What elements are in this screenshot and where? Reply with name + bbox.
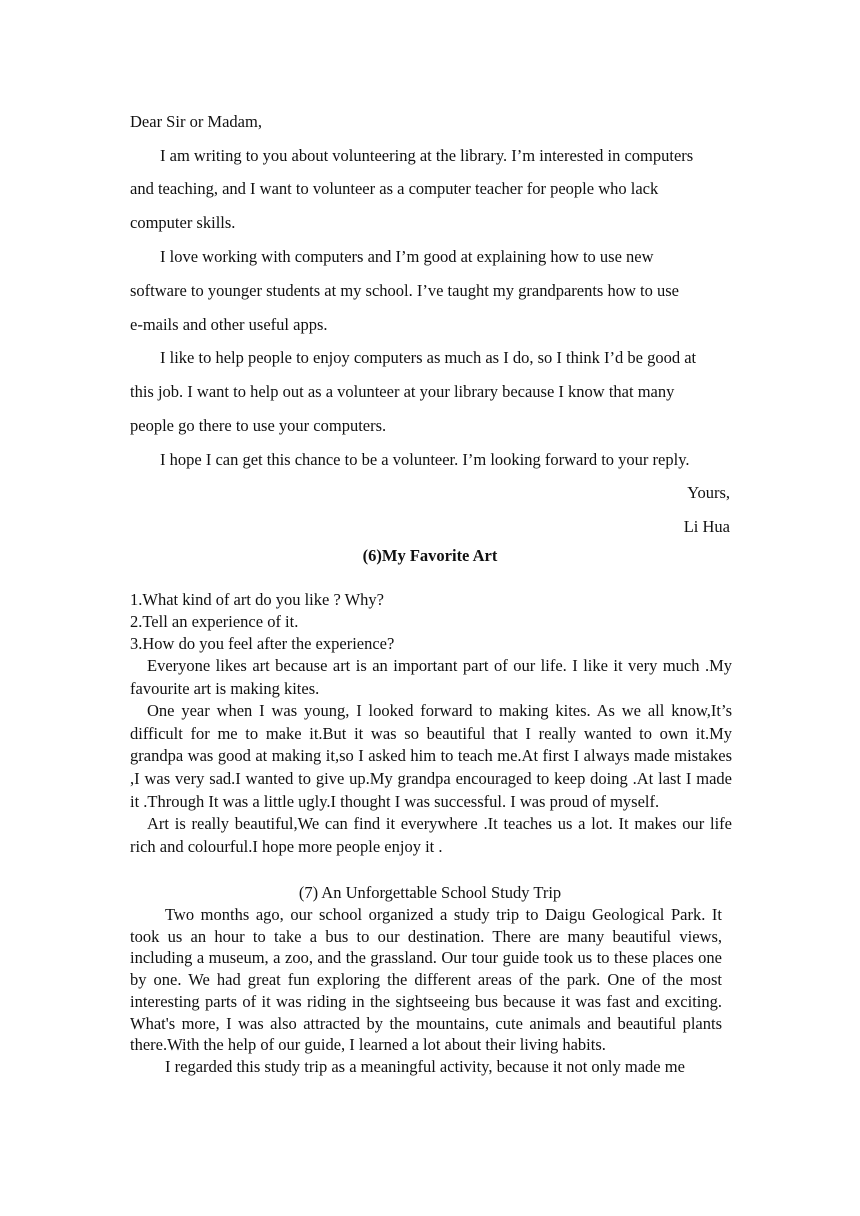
section-6-title: (6)My Favorite Art bbox=[362, 546, 498, 565]
letter-line: I love working with computers and I’m good at explaining how to use new bbox=[160, 247, 654, 266]
letter-line: this job. I want to help out as a volunteer at your library because I know that many bbox=[130, 382, 675, 401]
letter-line: and teaching, and I want to volunteer as a computer teacher for people who lack bbox=[130, 179, 659, 198]
essay-paragraph: Two months ago, our school organized a study trip to Daigu Geological Park. It took us an hour to take a bus to our destination. There are many beautiful views, including a museum, a zoo, and the grassland. Our tour guide took us to these places one by one. We had great fun exploring the different areas of the park. One of the most interesting parts of it was riding in the sightseeing bus because it was fast and exciting. What's more, I was also attracted by the mountains, cute animals and beautiful plants there.With the help of our guide, I learned a lot about their living habits. bbox=[130, 905, 722, 1055]
question-item: 1.What kind of art do you like ? Why? bbox=[130, 590, 385, 609]
letter-signature: Li Hua bbox=[683, 517, 730, 536]
essay-paragraph: Everyone likes art because art is an important part of our life. I like it very much .My favourite art is making kites. bbox=[130, 656, 732, 698]
letter-line: I hope I can get this chance to be a volunteer. I’m looking forward to your reply. bbox=[160, 450, 690, 469]
section-6-body bbox=[130, 589, 732, 858]
letter-line: I am writing to you about volunteering at the library. I’m interested in computers bbox=[160, 146, 694, 165]
section-7-body bbox=[130, 904, 722, 1078]
letter-line: I like to help people to enjoy computers as much as I do, so I think I’d be good at bbox=[160, 348, 697, 367]
section-7-title: (7) An Unforgettable School Study Trip bbox=[298, 883, 562, 902]
letter-line: e-mails and other useful apps. bbox=[130, 315, 328, 334]
essay-paragraph: I regarded this study trip as a meaningful activity, because it not only made me bbox=[165, 1056, 685, 1076]
question-item: 3.How do you feel after the experience? bbox=[130, 634, 395, 653]
letter-line: software to younger students at my school. I’ve taught my grandparents how to use bbox=[130, 281, 679, 300]
letter-line: people go there to use your computers. bbox=[130, 416, 387, 435]
letter-salutation: Dear Sir or Madam, bbox=[130, 112, 262, 131]
essay-paragraph: One year when I was young, I looked forward to making kites. As we all know,It’s difficult for me to make it.But it was so beautiful that I really wanted to own it.My grandpa was good at making it,so I asked him to teach me.At first I always made mistakes ,I was very sad.I wanted to give up.My grandpa encouraged to keep doing .At last I made it .Through It was a little ugly.I thought I was successful. I was proud of myself. bbox=[130, 701, 732, 811]
essay-paragraph: Art is really beautiful,We can find it everywhere .It teaches us a lot. It makes our life rich and colourful.I hope more people enjoy it . bbox=[130, 814, 732, 856]
letter-closing: Yours, bbox=[687, 483, 730, 502]
question-item: 2.Tell an experience of it. bbox=[130, 612, 299, 631]
letter-line: computer skills. bbox=[130, 213, 236, 232]
